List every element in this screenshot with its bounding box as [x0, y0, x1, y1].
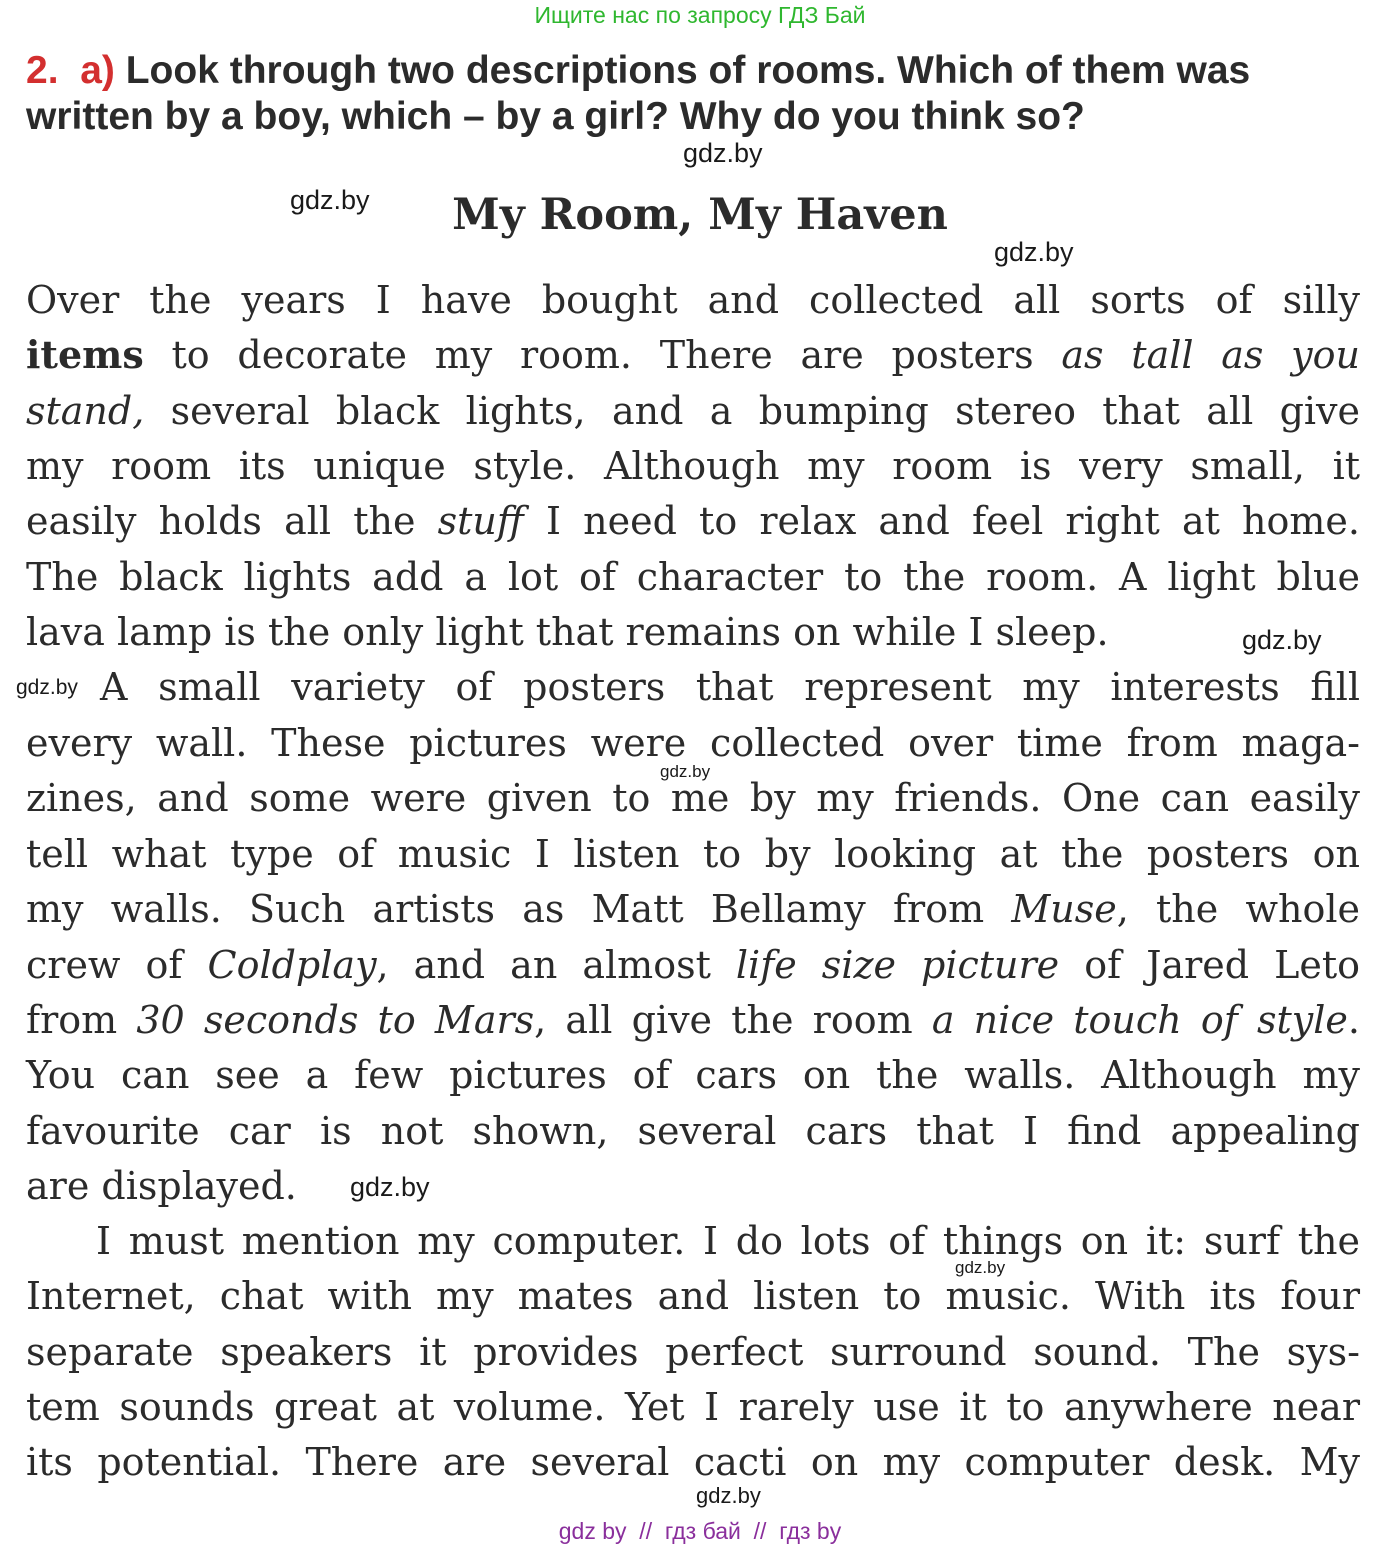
top-banner[interactable]: Ищите нас по запросу ГДЗ Бай — [534, 2, 866, 28]
watermark: gdz.by — [994, 237, 1074, 267]
italic-span: life size picture — [735, 943, 1060, 987]
text-line — [26, 937, 1360, 993]
task-text-1: Look through two descriptions of rooms. Which of them was — [125, 49, 1251, 92]
article-title: My Room, My Haven — [452, 190, 948, 240]
text-span: from — [26, 998, 137, 1042]
italic-span: as tall as you — [1061, 333, 1360, 377]
watermark: gdz.by — [16, 676, 78, 699]
task-letter: a) — [80, 49, 115, 92]
text-span: crew of — [26, 943, 208, 987]
text-span: , all give the room — [534, 998, 932, 1042]
watermark: gdz.by — [683, 138, 763, 168]
text-line — [26, 881, 1360, 937]
text-line: A small variety of posters that represent my interests fill — [100, 665, 1360, 709]
watermark: gdz.by — [1242, 625, 1322, 655]
text-line: are displayed. — [26, 1164, 297, 1208]
text-line: favourite car is not shown, several cars that I find appealing — [26, 1109, 1360, 1153]
bold-word-items: items — [26, 332, 144, 377]
task-number: 2. — [26, 49, 59, 92]
watermark: gdz.by — [955, 1258, 1006, 1277]
text-line — [26, 327, 1360, 383]
italic-span: 30 seconds to Mars — [136, 998, 535, 1042]
text-span: , the whole — [1116, 887, 1360, 931]
task-heading — [26, 48, 1371, 140]
text-line: lava lamp is the only light that remains on while I sleep. — [26, 610, 1109, 654]
text-line: its potential. There are several cacti on my computer desk. My — [26, 1440, 1360, 1484]
text-line: tell what type of music I listen to by looking at the posters on — [26, 832, 1360, 876]
italic-span: stand, — [26, 389, 145, 433]
task-heading-line-1 — [26, 48, 1371, 94]
text-line: every wall. These pictures were collected over time from maga- — [26, 721, 1360, 765]
text-line: zines, and some were given to me by my friends. One can easily — [26, 776, 1360, 820]
text-span: several black lights, and a bumping stereo that all give — [144, 389, 1360, 433]
watermark: gdz.by — [290, 185, 370, 215]
italic-span: a nice touch of style — [931, 998, 1348, 1042]
footer-links[interactable]: gdz by // гдз бай // гдз by — [558, 1518, 842, 1544]
italic-span: Muse — [1011, 887, 1117, 931]
watermark: gdz.by — [350, 1172, 430, 1202]
italic-span: Coldplay — [207, 943, 377, 987]
task-text-2: written by a boy, which – by a girl? Why do you think so? — [26, 95, 1085, 138]
text-line: tem sounds great at volume. Yet I rarely use it to anywhere near — [26, 1385, 1360, 1429]
italic-span: stuff — [437, 499, 524, 543]
text-span: to decorate my room. There are posters — [143, 333, 1062, 377]
text-line: You can see a few pictures of cars on the walls. Although my — [26, 1053, 1360, 1097]
text-line: separate speakers it provides perfect surround sound. The sys- — [26, 1330, 1360, 1374]
text-line: The black lights add a lot of character to the room. A light blue — [26, 555, 1360, 599]
text-span: I need to relax and feel right at home. — [523, 499, 1361, 543]
text-line — [26, 493, 1360, 549]
text-line: Internet, chat with my mates and listen to music. With its four — [26, 1274, 1360, 1318]
text-line — [26, 992, 1360, 1048]
text-span: my walls. Such artists as Matt Bellamy from — [26, 887, 1012, 931]
watermark: gdz.by — [660, 762, 711, 781]
text-span: , and an almost — [376, 943, 736, 987]
text-line: I must mention my computer. I do lots of things on it: surf the — [96, 1219, 1360, 1263]
text-line — [26, 383, 1360, 439]
text-span: easily holds all the — [26, 499, 438, 543]
watermark: gdz.by — [696, 1483, 761, 1508]
text-line: my room its unique style. Although my room is very small, it — [26, 444, 1360, 488]
text-line: Over the years I have bought and collected all sorts of silly — [26, 278, 1360, 322]
text-span: . — [1347, 998, 1360, 1042]
text-span: of Jared Leto — [1059, 943, 1360, 987]
